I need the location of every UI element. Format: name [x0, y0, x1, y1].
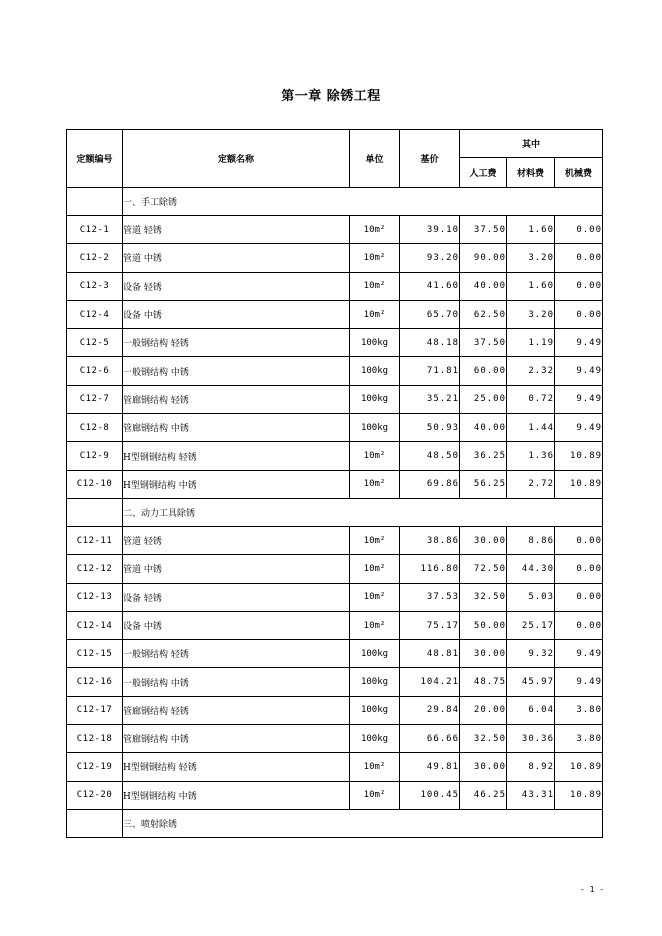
table-row	[67, 357, 603, 385]
table-row	[67, 470, 603, 498]
item-unit: 100kg	[350, 668, 400, 696]
material-cost: 6.04	[507, 696, 555, 724]
item-code: C12-2	[67, 244, 123, 272]
base-price: 29.84	[400, 696, 460, 724]
base-price: 69.86	[400, 470, 460, 498]
item-unit: 10m²	[350, 555, 400, 583]
labor-cost: 40.00	[460, 272, 507, 300]
machine-cost: 3.80	[555, 696, 603, 724]
item-code: C12-8	[67, 414, 123, 442]
item-unit: 10m²	[350, 526, 400, 554]
labor-cost: 72.50	[460, 555, 507, 583]
base-price: 50.93	[400, 414, 460, 442]
machine-cost: 0.00	[555, 555, 603, 583]
item-name: 管道 中锈	[123, 244, 350, 272]
item-code: C12-18	[67, 725, 123, 753]
machine-cost: 0.00	[555, 216, 603, 244]
machine-cost: 0.00	[555, 611, 603, 639]
machine-cost: 9.49	[555, 385, 603, 413]
item-code: C12-10	[67, 470, 123, 498]
table-row	[67, 442, 603, 470]
base-price: 71.81	[400, 357, 460, 385]
labor-cost: 30.00	[460, 753, 507, 781]
labor-cost: 36.25	[460, 442, 507, 470]
labor-cost: 32.50	[460, 583, 507, 611]
rate-table-body	[67, 188, 603, 838]
machine-cost: 0.00	[555, 300, 603, 328]
base-price: 49.81	[400, 753, 460, 781]
section-code-cell	[67, 188, 123, 216]
material-cost: 3.20	[507, 244, 555, 272]
item-name: H型钢钢结构 轻锈	[123, 753, 350, 781]
table-row	[67, 696, 603, 724]
base-price: 93.20	[400, 244, 460, 272]
item-code: C12-4	[67, 300, 123, 328]
base-price: 104.21	[400, 668, 460, 696]
item-code: C12-14	[67, 611, 123, 639]
table-row	[67, 640, 603, 668]
base-price: 116.80	[400, 555, 460, 583]
item-name: 一般钢结构 轻锈	[123, 640, 350, 668]
item-unit: 10m²	[350, 300, 400, 328]
base-price: 37.53	[400, 583, 460, 611]
item-name: H型钢钢结构 中锈	[123, 470, 350, 498]
item-unit: 10m²	[350, 470, 400, 498]
item-code: C12-17	[67, 696, 123, 724]
table-row	[67, 329, 603, 357]
item-name: H型钢钢结构 轻锈	[123, 442, 350, 470]
section-row	[67, 809, 603, 837]
item-code: C12-19	[67, 753, 123, 781]
machine-cost: 9.49	[555, 414, 603, 442]
item-unit: 10m²	[350, 753, 400, 781]
labor-cost: 50.00	[460, 611, 507, 639]
material-cost: 1.60	[507, 272, 555, 300]
machine-cost: 9.49	[555, 357, 603, 385]
table-row	[67, 272, 603, 300]
machine-cost: 3.80	[555, 725, 603, 753]
labor-cost: 30.00	[460, 640, 507, 668]
labor-cost: 62.50	[460, 300, 507, 328]
item-code: C12-3	[67, 272, 123, 300]
labor-cost: 90.00	[460, 244, 507, 272]
table-row	[67, 725, 603, 753]
item-code: C12-6	[67, 357, 123, 385]
labor-cost: 20.00	[460, 696, 507, 724]
table-row	[67, 611, 603, 639]
table-row	[67, 385, 603, 413]
material-cost: 43.31	[507, 781, 555, 809]
item-name: 设备 轻锈	[123, 272, 350, 300]
machine-cost: 9.49	[555, 668, 603, 696]
header-base-price: 基价	[400, 130, 460, 188]
material-cost: 30.36	[507, 725, 555, 753]
material-cost: 1.60	[507, 216, 555, 244]
item-code: C12-20	[67, 781, 123, 809]
table-row	[67, 668, 603, 696]
material-cost: 44.30	[507, 555, 555, 583]
item-unit: 10m²	[350, 611, 400, 639]
section-code-cell	[67, 809, 123, 837]
page-number: - 1 -	[580, 885, 605, 894]
header-labor: 人工费	[460, 158, 507, 188]
labor-cost: 56.25	[460, 470, 507, 498]
labor-cost: 40.00	[460, 414, 507, 442]
material-cost: 0.72	[507, 385, 555, 413]
machine-cost: 0.00	[555, 272, 603, 300]
item-code: C12-15	[67, 640, 123, 668]
section-code-cell	[67, 498, 123, 526]
table-row	[67, 753, 603, 781]
item-name: 一般钢结构 中锈	[123, 668, 350, 696]
labor-cost: 25.00	[460, 385, 507, 413]
item-code: C12-11	[67, 526, 123, 554]
machine-cost: 10.89	[555, 753, 603, 781]
labor-cost: 60.00	[460, 357, 507, 385]
header-code: 定额编号	[67, 130, 123, 188]
header-of-which: 其中	[460, 130, 603, 158]
machine-cost: 10.89	[555, 442, 603, 470]
item-code: C12-16	[67, 668, 123, 696]
table-row	[67, 555, 603, 583]
item-unit: 100kg	[350, 357, 400, 385]
material-cost: 3.20	[507, 300, 555, 328]
item-code: C12-5	[67, 329, 123, 357]
item-unit: 10m²	[350, 583, 400, 611]
base-price: 65.70	[400, 300, 460, 328]
machine-cost: 10.89	[555, 470, 603, 498]
item-name: 设备 中锈	[123, 611, 350, 639]
material-cost: 9.32	[507, 640, 555, 668]
section-title: 一、手工除锈	[123, 188, 603, 216]
material-cost: 45.97	[507, 668, 555, 696]
table-row	[67, 300, 603, 328]
item-unit: 10m²	[350, 216, 400, 244]
header-unit: 单位	[350, 130, 400, 188]
material-cost: 2.72	[507, 470, 555, 498]
labor-cost: 37.50	[460, 329, 507, 357]
machine-cost: 0.00	[555, 526, 603, 554]
table-row	[67, 414, 603, 442]
material-cost: 2.32	[507, 357, 555, 385]
item-unit: 100kg	[350, 725, 400, 753]
header-machine: 机械费	[555, 158, 603, 188]
item-unit: 100kg	[350, 640, 400, 668]
table-row	[67, 244, 603, 272]
base-price: 38.86	[400, 526, 460, 554]
item-name: 管道 轻锈	[123, 526, 350, 554]
base-price: 35.21	[400, 385, 460, 413]
base-price: 41.60	[400, 272, 460, 300]
material-cost: 25.17	[507, 611, 555, 639]
material-cost: 1.19	[507, 329, 555, 357]
item-unit: 10m²	[350, 272, 400, 300]
item-name: 一般钢结构 轻锈	[123, 329, 350, 357]
section-row	[67, 188, 603, 216]
machine-cost: 9.49	[555, 329, 603, 357]
section-title: 二、动力工具除锈	[123, 498, 603, 526]
base-price: 48.50	[400, 442, 460, 470]
base-price: 48.18	[400, 329, 460, 357]
item-unit: 10m²	[350, 781, 400, 809]
item-name: 管道 轻锈	[123, 216, 350, 244]
table-row	[67, 781, 603, 809]
item-name: H型钢钢结构 中锈	[123, 781, 350, 809]
item-code: C12-7	[67, 385, 123, 413]
material-cost: 1.36	[507, 442, 555, 470]
item-name: 管廊钢结构 轻锈	[123, 385, 350, 413]
item-name: 管廊钢结构 中锈	[123, 725, 350, 753]
header-material: 材料费	[507, 158, 555, 188]
chapter-title: 第一章 除锈工程	[281, 89, 381, 104]
material-cost: 1.44	[507, 414, 555, 442]
machine-cost: 0.00	[555, 583, 603, 611]
item-unit: 10m²	[350, 244, 400, 272]
material-cost: 8.86	[507, 526, 555, 554]
item-name: 设备 轻锈	[123, 583, 350, 611]
table-row	[67, 583, 603, 611]
item-unit: 10m²	[350, 442, 400, 470]
material-cost: 5.03	[507, 583, 555, 611]
item-code: C12-9	[67, 442, 123, 470]
item-unit: 100kg	[350, 696, 400, 724]
machine-cost: 9.49	[555, 640, 603, 668]
base-price: 66.66	[400, 725, 460, 753]
item-code: C12-1	[67, 216, 123, 244]
item-unit: 100kg	[350, 385, 400, 413]
item-unit: 100kg	[350, 414, 400, 442]
header-name: 定额名称	[123, 130, 350, 188]
section-title: 三、喷射除锈	[123, 809, 603, 837]
item-unit: 100kg	[350, 329, 400, 357]
item-name: 一般钢结构 中锈	[123, 357, 350, 385]
base-price: 100.45	[400, 781, 460, 809]
labor-cost: 30.00	[460, 526, 507, 554]
labor-cost: 46.25	[460, 781, 507, 809]
labor-cost: 32.50	[460, 725, 507, 753]
machine-cost: 10.89	[555, 781, 603, 809]
item-name: 设备 中锈	[123, 300, 350, 328]
material-cost: 8.92	[507, 753, 555, 781]
item-code: C12-13	[67, 583, 123, 611]
labor-cost: 37.50	[460, 216, 507, 244]
machine-cost: 0.00	[555, 244, 603, 272]
section-row	[67, 498, 603, 526]
labor-cost: 48.75	[460, 668, 507, 696]
item-code: C12-12	[67, 555, 123, 583]
item-name: 管道 中锈	[123, 555, 350, 583]
base-price: 75.17	[400, 611, 460, 639]
item-name: 管廊钢结构 中锈	[123, 414, 350, 442]
table-row	[67, 526, 603, 554]
rate-table	[66, 129, 603, 838]
base-price: 48.81	[400, 640, 460, 668]
table-row	[67, 216, 603, 244]
item-name: 管廊钢结构 轻锈	[123, 696, 350, 724]
base-price: 39.10	[400, 216, 460, 244]
